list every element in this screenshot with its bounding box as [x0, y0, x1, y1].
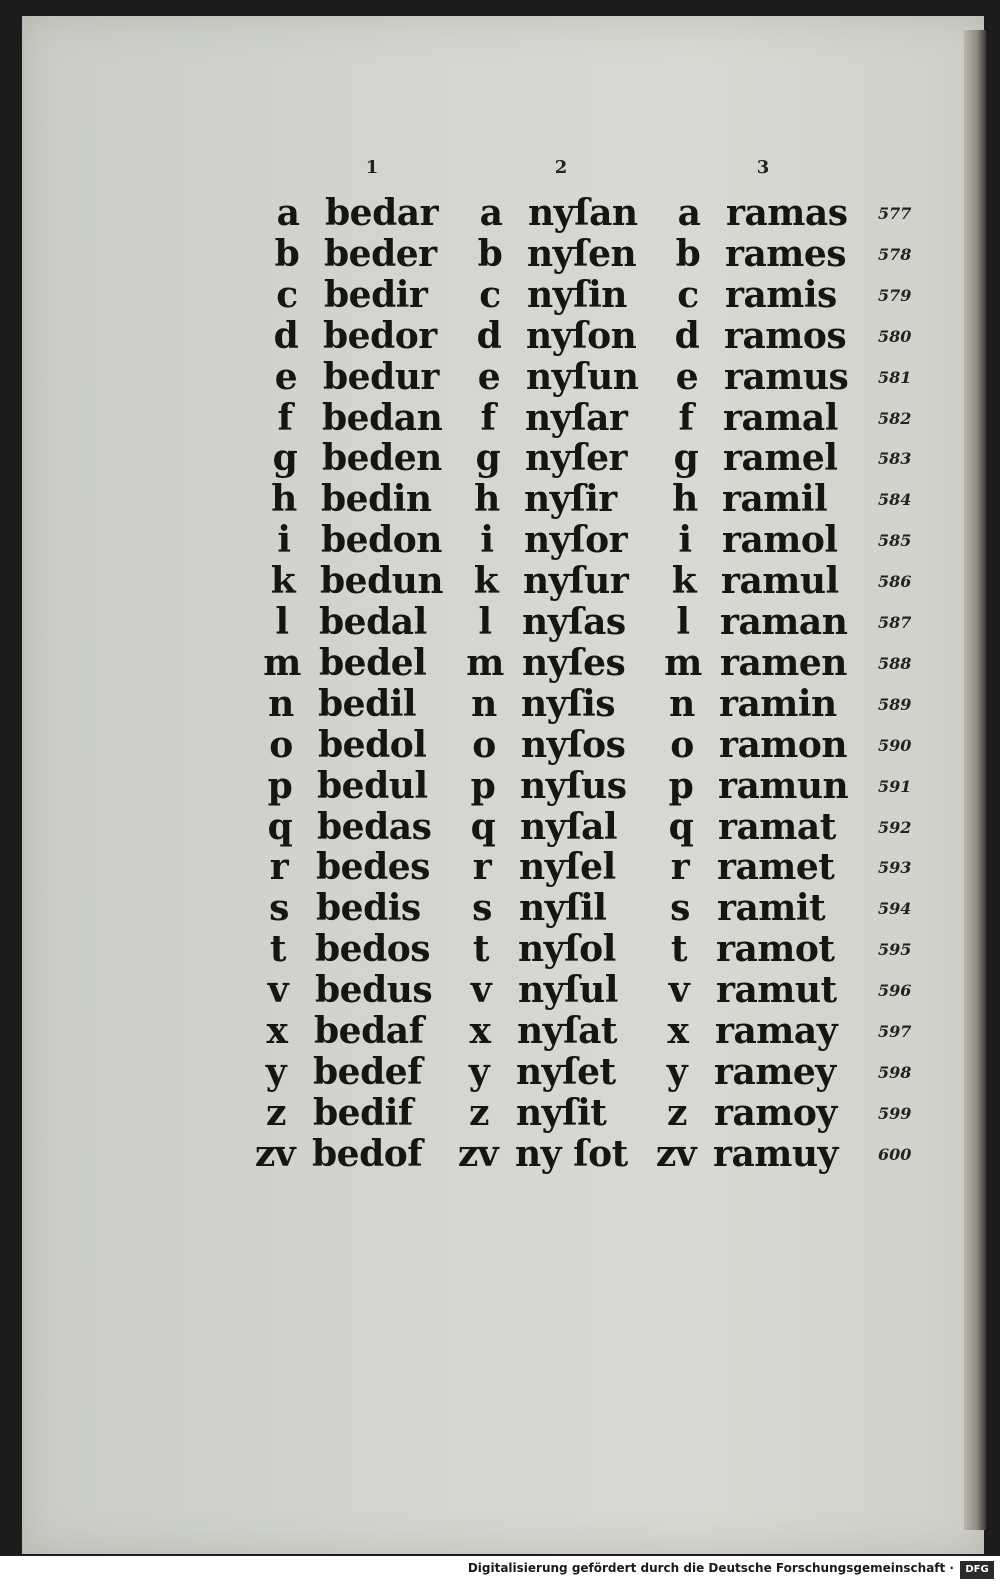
table-row [0, 847, 960, 888]
row-letter-col2: p [470, 764, 496, 807]
row-number: 590 [878, 735, 912, 755]
row-letter-col1: t [269, 928, 287, 971]
row-letter-col1: q [267, 805, 293, 848]
row-letter-col3: z [667, 1091, 687, 1134]
row-letter-col3: i [678, 519, 692, 562]
row-word-col3: ramis [725, 273, 837, 316]
row-word-col1: bedes [316, 846, 430, 889]
row-word-col1: bedan [322, 396, 443, 439]
row-word-col1: bedif [313, 1091, 413, 1134]
row-letter-col2: t [472, 928, 490, 971]
row-word-col2: nyſen [527, 232, 637, 275]
table-row [0, 357, 960, 398]
row-word-col2: nyſus [520, 764, 627, 807]
row-number: 594 [878, 899, 912, 919]
row-letter-col1: z [266, 1091, 286, 1134]
row-word-col1: bedir [324, 273, 428, 316]
row-word-col3: ramit [717, 887, 826, 930]
row-letter-col1: p [267, 764, 293, 807]
row-letter-col1: v [267, 969, 289, 1012]
row-word-col3: ramay [715, 1010, 838, 1052]
table-row [0, 807, 960, 848]
row-word-col3: ramot [716, 928, 835, 971]
row-word-col3: ramoy [714, 1091, 837, 1134]
row-letter-col1: s [269, 887, 289, 930]
row-number: 584 [878, 490, 912, 510]
row-letter-col2: b [477, 232, 503, 275]
row-letter-col1: d [273, 314, 299, 357]
row-letter-col3: k [671, 560, 697, 603]
row-number: 588 [878, 653, 912, 673]
row-letter-col1: l [275, 601, 289, 643]
row-letter-col2: m [466, 641, 504, 684]
row-letter-col2: g [475, 437, 501, 480]
row-word-col2: nyſos [521, 723, 626, 766]
row-word-col3: ramin [719, 682, 837, 725]
table-row [0, 1134, 960, 1175]
table-row [0, 398, 960, 439]
row-letter-col1: y [265, 1050, 287, 1093]
row-number: 593 [878, 858, 912, 878]
table-row [0, 234, 960, 275]
row-word-col3: raman [720, 601, 848, 643]
row-letter-col2: k [473, 560, 499, 603]
row-word-col1: bedaf [314, 1010, 424, 1052]
row-letter-col3: b [675, 232, 701, 275]
row-word-col3: ramal [723, 396, 838, 439]
table-row [0, 520, 960, 561]
table-row [0, 1093, 960, 1134]
row-letter-col2: z [469, 1091, 489, 1134]
row-word-col1: bedur [323, 355, 439, 398]
row-letter-col1: zv [254, 1132, 296, 1175]
row-word-col1: bedar [325, 192, 439, 234]
row-word-col1: bedof [312, 1132, 423, 1175]
table-row [0, 725, 960, 766]
row-word-col1: beder [324, 232, 437, 275]
row-letter-col3: d [674, 314, 700, 357]
row-word-col3: ramas [726, 192, 848, 234]
row-number: 579 [878, 285, 912, 305]
row-word-col3: ramut [716, 969, 837, 1012]
row-letter-col1: r [269, 846, 289, 889]
row-word-col2: nyſar [525, 396, 628, 439]
row-letter-col3: x [667, 1010, 689, 1052]
row-word-col3: ramul [721, 560, 839, 603]
row-letter-col3: h [672, 478, 698, 521]
row-letter-col1: i [277, 519, 291, 562]
row-letter-col2: i [480, 519, 494, 562]
row-word-col3: ramon [719, 723, 848, 766]
row-number: 577 [878, 204, 912, 223]
row-letter-col3: y [666, 1050, 688, 1093]
row-word-col3: ramen [720, 641, 847, 684]
row-word-col1: bedal [319, 601, 427, 643]
table-row [0, 970, 960, 1011]
row-number: 597 [878, 1022, 912, 1041]
row-letter-col2: h [474, 478, 500, 521]
row-number: 585 [878, 531, 912, 551]
row-letter-col1: f [277, 396, 293, 439]
row-letter-col2: c [479, 273, 501, 316]
row-number: 581 [878, 367, 912, 387]
row-letter-col2: s [472, 887, 492, 930]
row-letter-col1: m [263, 641, 301, 684]
row-word-col3: ramat [718, 805, 836, 848]
row-letter-col1: n [268, 682, 294, 725]
row-letter-col2: f [480, 396, 496, 439]
row-word-col1: bedos [315, 928, 431, 971]
row-number: 600 [878, 1144, 912, 1164]
row-number: 589 [878, 694, 912, 714]
row-letter-col3: n [669, 682, 695, 725]
row-word-col3: ramuy [713, 1132, 838, 1175]
row-letter-col3: g [673, 437, 699, 480]
row-letter-col3: l [676, 601, 690, 643]
row-letter-col2: e [477, 355, 501, 398]
row-word-col2: nyſes [522, 641, 626, 684]
row-number: 587 [878, 613, 912, 632]
row-letter-col2: x [469, 1010, 491, 1052]
row-word-col1: beden [322, 437, 442, 480]
table-row [0, 929, 960, 970]
row-word-col2: nyſas [522, 601, 626, 643]
table-row [0, 438, 960, 479]
row-letter-col2: y [468, 1050, 490, 1093]
row-letter-col3: v [668, 969, 690, 1012]
row-letter-col2: n [471, 682, 497, 725]
row-word-col2: nyſol [518, 928, 616, 971]
row-word-col2: nyſal [520, 805, 618, 848]
footer-bar [0, 1556, 1000, 1586]
table-row [0, 479, 960, 520]
table-row [0, 275, 960, 316]
row-word-col1: bedol [318, 723, 427, 766]
row-word-col3: ramel [723, 437, 838, 480]
row-letter-col2: r [472, 846, 492, 889]
row-letter-col1: a [276, 192, 300, 234]
row-word-col2: nyſit [516, 1091, 607, 1134]
row-letter-col2: l [478, 601, 492, 643]
row-number: 595 [878, 940, 912, 960]
row-word-col1: bedas [317, 805, 432, 848]
column-number-3: 3 [756, 157, 770, 178]
column-number-1: 1 [365, 157, 379, 178]
row-letter-col2: zv [457, 1132, 499, 1175]
row-word-col3: rames [725, 232, 847, 275]
row-word-col2: ny ſot [515, 1132, 628, 1175]
row-number: 598 [878, 1062, 912, 1082]
footer-credit: Digitalisierung gefördert durch die Deutsche Forschungsgemeinschaft · [467, 1561, 954, 1575]
row-word-col2: nyſet [516, 1050, 616, 1093]
row-word-col3: ramol [722, 519, 838, 562]
row-number: 586 [878, 572, 912, 592]
row-word-col1: bedef [313, 1050, 423, 1093]
row-letter-col2: q [470, 805, 496, 848]
row-word-col1: bedun [320, 560, 444, 603]
row-letter-col3: q [668, 805, 694, 848]
row-number: 580 [878, 326, 912, 346]
row-word-col1: bedil [318, 682, 417, 725]
table-row [0, 888, 960, 929]
table-row [0, 1052, 960, 1093]
row-word-col1: bedul [317, 764, 428, 807]
row-word-col1: bedor [323, 314, 437, 357]
row-word-col2: nyſor [524, 519, 628, 562]
row-word-col2: nyſur [523, 560, 629, 603]
row-word-col2: nyſin [527, 273, 627, 316]
row-letter-col3: s [670, 887, 690, 930]
table-row [0, 766, 960, 807]
row-letter-col1: e [274, 355, 298, 398]
row-word-col1: bedus [315, 969, 433, 1012]
row-number: 591 [878, 776, 912, 796]
row-number: 583 [878, 449, 912, 469]
row-word-col2: nyſan [528, 192, 638, 234]
row-letter-col3: t [670, 928, 688, 971]
row-letter-col1: x [266, 1010, 288, 1052]
row-letter-col3: r [670, 846, 690, 889]
table-row [0, 643, 960, 684]
row-letter-col1: c [276, 273, 298, 316]
row-word-col2: nyſir [524, 478, 617, 521]
row-word-col1: bedel [319, 641, 427, 684]
row-letter-col2: d [476, 314, 502, 357]
row-letter-col1: b [274, 232, 300, 275]
row-letter-col3: f [678, 396, 694, 439]
row-number: 596 [878, 981, 912, 1001]
row-word-col1: bedin [321, 478, 432, 521]
row-number: 592 [878, 817, 912, 837]
table-row [0, 602, 960, 643]
row-word-col2: nyſat [517, 1010, 618, 1052]
row-word-col2: nyſun [526, 355, 639, 398]
row-word-col2: nyſil [519, 887, 607, 930]
row-letter-col2: v [470, 969, 492, 1012]
row-word-col2: nyſis [521, 682, 616, 725]
row-word-col3: ramey [714, 1050, 836, 1093]
row-word-col3: ramil [722, 478, 828, 521]
row-word-col3: ramet [717, 846, 835, 889]
row-letter-col3: e [675, 355, 699, 398]
row-letter-col3: o [670, 723, 694, 766]
row-letter-col1: g [272, 437, 298, 480]
row-letter-col2: o [472, 723, 496, 766]
row-number: 599 [878, 1103, 912, 1123]
row-word-col2: nyſer [525, 437, 627, 480]
row-word-col1: bedis [316, 887, 421, 930]
row-letter-col3: zv [655, 1132, 697, 1175]
row-letter-col3: a [677, 192, 701, 234]
table-row [0, 684, 960, 725]
row-word-col2: nyſul [518, 969, 618, 1012]
table-row [0, 193, 960, 234]
row-letter-col2: a [479, 192, 503, 234]
row-word-col3: ramos [724, 314, 847, 357]
row-word-col3: ramus [724, 355, 849, 398]
row-word-col2: nyſel [519, 846, 616, 889]
row-number: 578 [878, 244, 912, 264]
row-word-col3: ramun [718, 764, 849, 807]
row-letter-col3: p [668, 764, 694, 807]
dfg-logo: DFG [960, 1561, 994, 1579]
column-number-2: 2 [554, 157, 568, 178]
row-word-col1: bedon [321, 519, 442, 562]
row-word-col2: nyſon [526, 314, 637, 357]
row-letter-col3: c [677, 273, 699, 316]
row-letter-col1: o [269, 723, 293, 766]
row-number: 582 [878, 408, 912, 428]
row-letter-col3: m [664, 641, 702, 684]
table-row [0, 1011, 960, 1052]
row-letter-col1: h [271, 478, 297, 521]
row-letter-col1: k [270, 560, 296, 603]
table-row [0, 316, 960, 357]
page-edge [964, 30, 986, 1530]
table-row [0, 561, 960, 602]
